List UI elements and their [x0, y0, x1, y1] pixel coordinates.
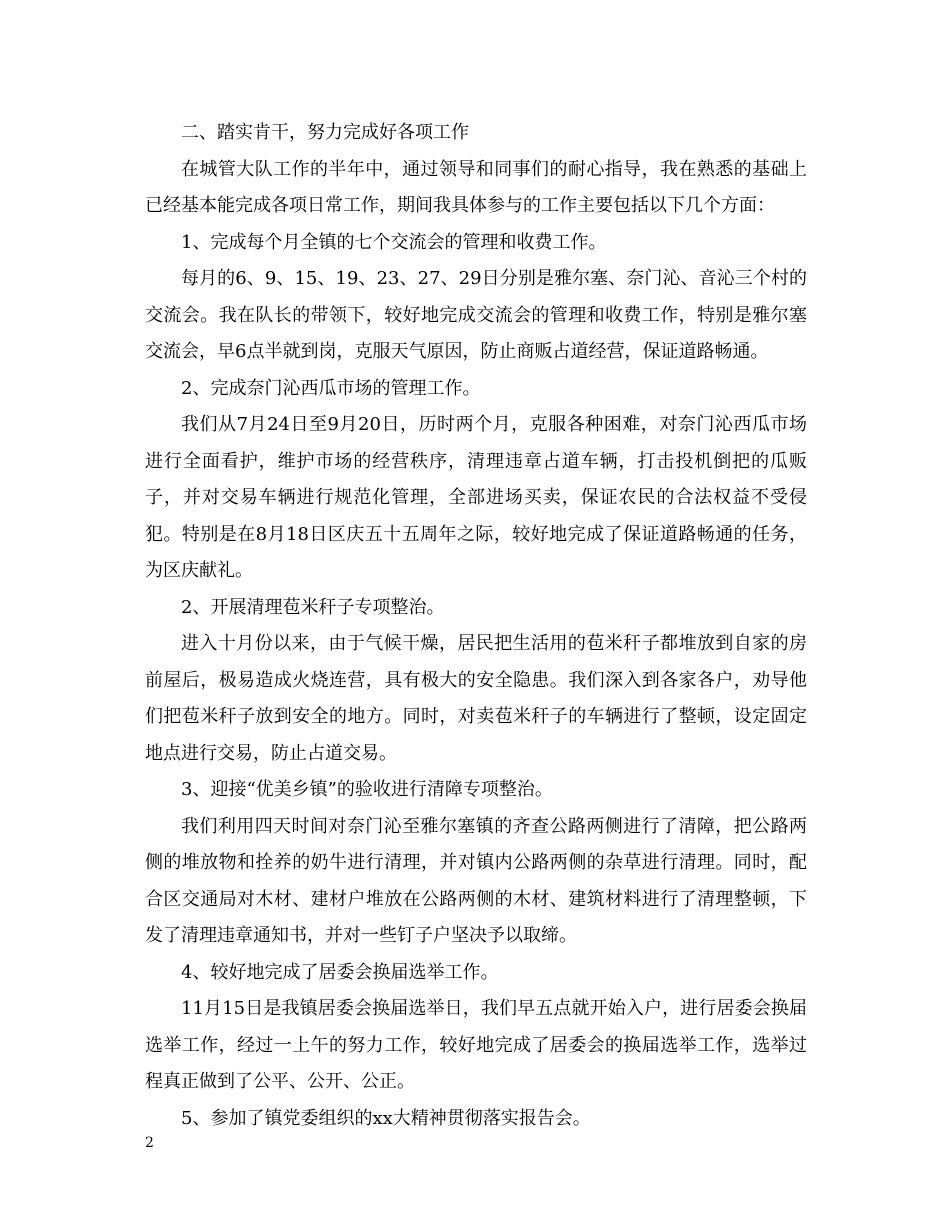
paragraph-election: 11月15日是我镇居委会换届选举日，我们早五点就开始入户，进行居委会换届选举工作，经过一上午的努力工作，较好地完成了居委会的换届选举工作，选举过程真正做到了公平、公开、公正。	[145, 998, 807, 1092]
item-heading-2: 2、完成奈门沁西瓜市场的管理工作。	[181, 377, 481, 399]
paragraph-exchange-meetings: 每月的6、9、15、19、23、27、29日分别是雅尔塞、奈门沁、音沁三个村的交流会。我在队长的带领下，较好地完成交流会的管理和收费工作，特别是雅尔塞交流会，早6点半就到岗，克服天气原因，防止商贩占道经营，保证道路畅通。	[145, 268, 807, 362]
paragraph-intro: 在城管大队工作的半年中，通过领导和同事们的耐心指导，我在熟悉的基础上已经基本能完成各项日常工作，期间我具体参与的工作主要包括以下几个方面：	[145, 158, 807, 216]
item-heading-3: 3、迎接“优美乡镇”的验收进行清障专项整治。	[181, 779, 553, 800]
item-heading-1: 1、完成每个月全镇的七个交流会的管理和收费工作。	[181, 231, 607, 253]
paragraph-corn-stalks: 进入十月份以来，由于气候干燥，居民把生活用的苞米秆子都堆放到自家的房前屋后，极易造成火烧连营，具有极大的安全隐患。我们深入到各家各户，劝导他们把苞米秆子放到安全的地方。同时，对卖苞米秆子的车辆进行了整顿，设定固定地点进行交易，防止占道交易。	[145, 633, 807, 764]
item-heading-2b: 2、开展清理苞米秆子专项整治。	[181, 596, 445, 618]
section-heading: 二、踏实肯干，努力完成好各项工作	[181, 122, 469, 143]
item-heading-5: 5、参加了镇党委组织的xx大精神贯彻落实报告会。	[181, 1107, 591, 1129]
paragraph-watermelon-market: 我们从7月24日至9月20日，历时两个月，克服各种困难，对奈门沁西瓜市场进行全面看护，维护市场的经营秩序，清理违章占道车辆，打击投机倒把的瓜贩子，并对交易车辆进行规范化管理，全部进场买卖，保证农民的合法权益不受侵犯。特别是在8月18日区庆五十五周年之际，较好地完成了保证道路畅通的任务，为区庆献礼。	[145, 414, 807, 581]
page-number: 2	[145, 1135, 154, 1151]
document-body	[145, 115, 807, 1137]
paragraph-road-clearing: 我们利用四天时间对奈门沁至雅尔塞镇的齐查公路两侧进行了清障，把公路两侧的堆放物和拴养的奶牛进行清理，并对镇内公路两侧的杂草进行清理。同时，配合区交通局对木材、建材户堆放在公路两侧的木材、建筑材料进行了清理整顿，下发了清理违章通知书，并对一些钉子户坚决予以取缔。	[145, 815, 807, 946]
item-heading-4: 4、较好地完成了居委会换届选举工作。	[181, 961, 499, 983]
